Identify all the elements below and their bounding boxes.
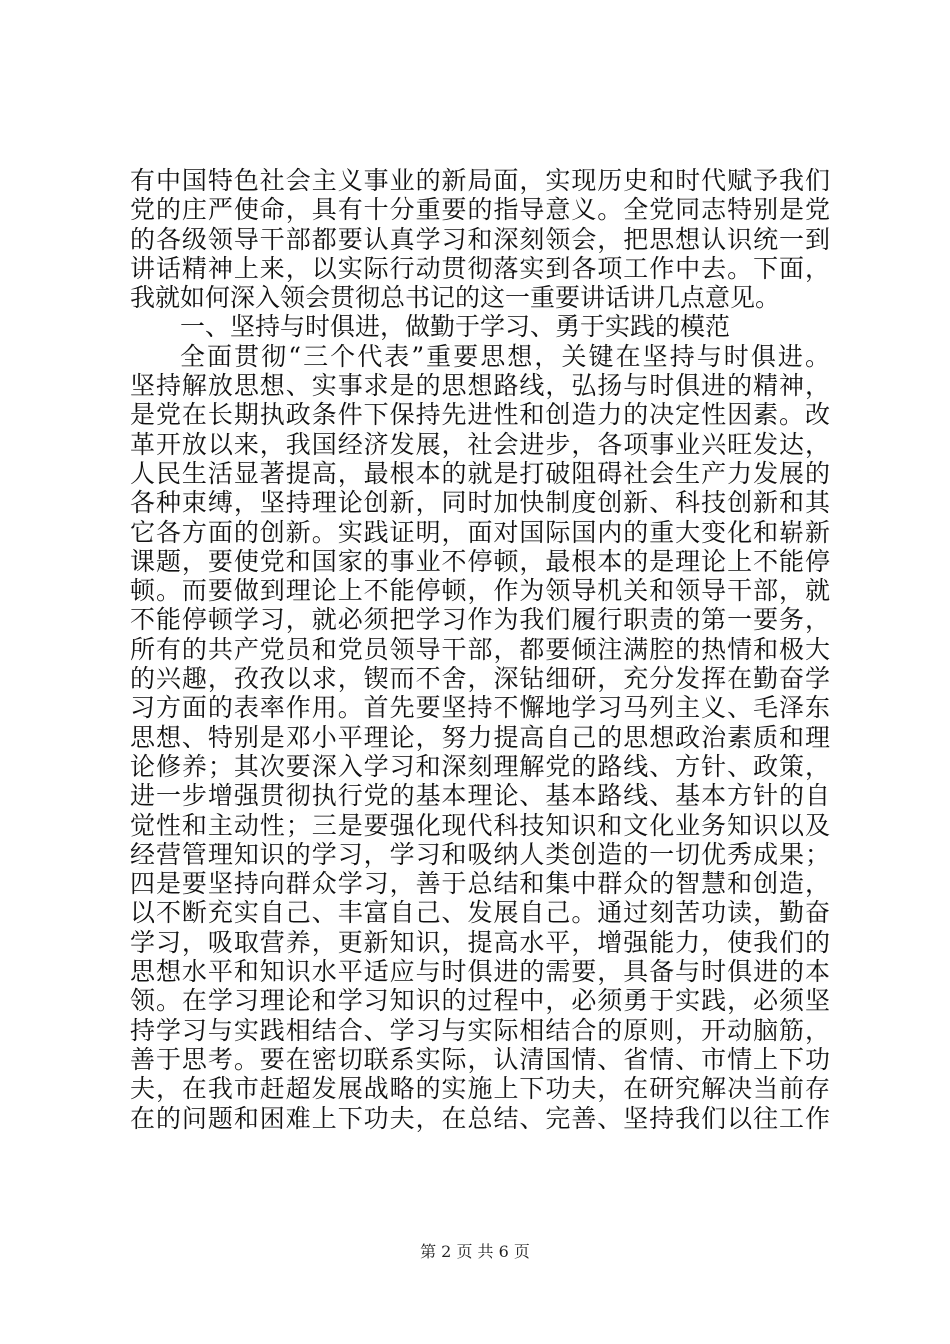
text-line: 学习，吸取营养，更新知识，提高水平，增强能力，使我们的 (130, 927, 830, 957)
text-line: 革开放以来，我国经济发展，社会进步，各项事业兴旺发达， (130, 429, 830, 459)
text-line: 全面贯彻“三个代表”重要思想，关键在坚持与时俱进。 (180, 341, 830, 371)
text-line: 所有的共产党员和党员领导干部，都要倾注满腔的热情和极大 (130, 634, 830, 664)
text-line: 夫，在我市赶超发展战略的实施上下功夫，在研究解决当前存 (130, 1074, 830, 1104)
text-line: 四是要坚持向群众学习，善于总结和集中群众的智慧和创造， (130, 869, 830, 899)
text-line: 不能停顿学习，就必须把学习作为我们履行职责的第一要务， (130, 605, 830, 635)
text-line: 领。在学习理论和学习知识的过程中，必须勇于实践，必须坚 (130, 986, 830, 1016)
text-line: 党的庄严使命，具有十分重要的指导意义。全党同志特别是党 (130, 195, 830, 225)
text-line: 思想水平和知识水平适应与时俱进的需要，具备与时俱进的本 (130, 957, 830, 987)
text-line: 善于思考。要在密切联系实际，认清国情、省情、市情上下功 (130, 1044, 830, 1074)
text-line: 思想、特别是邓小平理论，努力提高自己的思想政治素质和理 (130, 722, 830, 752)
text-line: 人民生活显著提高，最根本的就是打破阻碍社会生产力发展的 (130, 458, 830, 488)
text-line: 在的问题和困难上下功夫，在总结、完善、坚持我们以往工作 (130, 1103, 830, 1133)
text-line: 课题，要使党和国家的事业不停顿，最根本的是理论上不能停 (130, 546, 830, 576)
text-line: 觉性和主动性；三是要强化现代科技知识和文化业务知识以及 (130, 810, 830, 840)
text-line: 顿。而要做到理论上不能停顿，作为领导机关和领导干部，就 (130, 576, 830, 606)
text-line: 以不断充实自己、丰富自己、发展自己。通过刻苦功读，勤奋 (130, 898, 830, 928)
text-line: 讲话精神上来，以实际行动贯彻落实到各项工作中去。下面， (130, 253, 830, 283)
text-line: 我就如何深入领会贯彻总书记的这一重要讲话讲几点意见。 (130, 283, 781, 313)
text-line: 的各级领导干部都要认真学习和深刻领会，把思想认识统一到 (130, 224, 830, 254)
section-heading: 一、坚持与时俱进，做勤于学习、勇于实践的模范 (180, 312, 731, 342)
page-footer: 第 2 页 共 6 页 (420, 1242, 530, 1261)
text-line: 它各方面的创新。实践证明，面对国际国内的重大变化和崭新 (130, 517, 830, 547)
text-line: 各种束缚，坚持理论创新，同时加快制度创新、科技创新和其 (130, 488, 830, 518)
text-line: 坚持解放思想、实事求是的思想路线，弘扬与时俱进的精神， (130, 371, 830, 401)
text-line: 论修养；其次要深入学习和深刻理解党的路线、方针、政策， (130, 751, 830, 781)
body-text (130, 166, 830, 1133)
text-line: 持学习与实践相结合、学习与实际相结合的原则，开动脑筋， (130, 1015, 830, 1045)
text-line: 是党在长期执政条件下保持先进性和创造力的决定性因素。改 (130, 400, 830, 430)
text-line: 的兴趣，孜孜以求，锲而不舍，深钻细研，充分发挥在勤奋学 (130, 664, 830, 694)
text-line: 经营管理知识的学习，学习和吸纳人类创造的一切优秀成果； (130, 839, 830, 869)
text-line: 进一步增强贯彻执行党的基本理论、基本路线、基本方针的自 (130, 781, 830, 811)
text-line: 有中国特色社会主义事业的新局面，实现历史和时代赋予我们 (130, 166, 830, 195)
text-line: 习方面的表率作用。首先要坚持不懈地学习马列主义、毛泽东 (130, 693, 830, 723)
